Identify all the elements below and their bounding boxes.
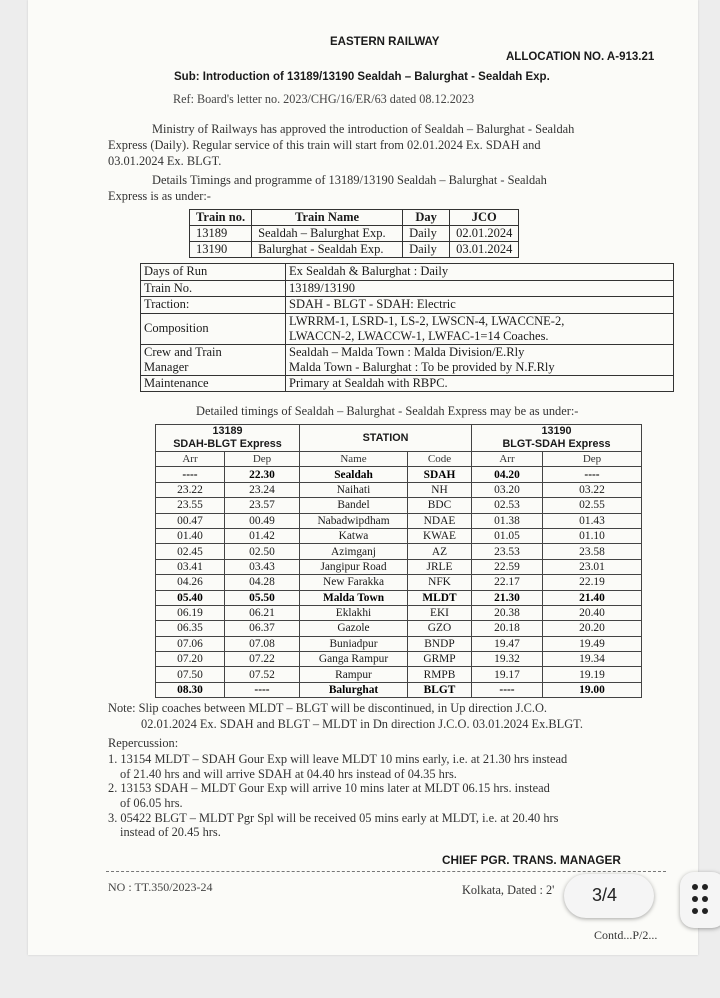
down-arrival: 19.47 <box>472 636 543 651</box>
station-code: JRLE <box>408 559 472 574</box>
station-code: GRMP <box>408 652 472 667</box>
timing-row <box>156 559 642 574</box>
station-name: Bandel <box>300 498 408 513</box>
composition-line1: LWRRM-1, LSRD-1, LS-2, LWSCN-4, LWACCNE-2, <box>289 313 565 328</box>
column-header: Day <box>403 210 450 226</box>
station-name: Rampur <box>300 667 408 682</box>
station-code: NFK <box>408 575 472 590</box>
detail-value: SDAH - BLGT - SDAH: Electric <box>286 297 674 314</box>
table-header-row <box>190 210 519 226</box>
up-arrival: 06.19 <box>156 605 225 620</box>
up-arrival: 00.47 <box>156 513 225 528</box>
down-arrival: 19.17 <box>472 667 543 682</box>
station-code: KWAE <box>408 528 472 543</box>
station-name: Malda Town <box>300 590 408 605</box>
down-departure: 01.43 <box>543 513 642 528</box>
train-summary-table <box>189 209 519 258</box>
down-arrival: 23.53 <box>472 544 543 559</box>
down-departure: 19.49 <box>543 636 642 651</box>
reference-number: NO : TT.350/2023-24 <box>108 880 213 894</box>
org-heading: EASTERN RAILWAY <box>330 36 440 48</box>
down-departure: 20.20 <box>543 621 642 636</box>
crew-label-line1: Crew and Train <box>144 344 222 359</box>
station-code: NH <box>408 482 472 497</box>
timing-row <box>156 636 642 651</box>
continued-marker: Contd...P/2... <box>594 928 658 942</box>
down-arrival: 20.38 <box>472 605 543 620</box>
down-arrival: 01.38 <box>472 513 543 528</box>
down-departure: 19.34 <box>543 652 642 667</box>
details-paragraph-line2: Express is as under:- <box>108 189 211 203</box>
up-departure: 06.37 <box>225 621 300 636</box>
column-header: Name <box>300 452 408 467</box>
up-arrival: 04.26 <box>156 575 225 590</box>
timings-subheader-row <box>156 452 642 467</box>
crew-line1: Sealdah – Malda Town : Malda Division/E.Rly <box>289 344 525 359</box>
note-line1: Note: Slip coaches between MLDT – BLGT will be discontinued, in Up direction J.C.O. <box>108 701 547 715</box>
crew-line2: Malda Town - Balurghat : To be provided by N.F.Rly <box>289 359 555 374</box>
timings-body <box>156 467 642 698</box>
station-code: AZ <box>408 544 472 559</box>
up-train-header <box>156 425 300 452</box>
timing-row <box>156 482 642 497</box>
crew-label-line2: Manager <box>144 359 189 374</box>
detail-value <box>286 344 674 375</box>
timing-row <box>156 575 642 590</box>
detail-value: Primary at Sealdah with RBPC. <box>286 375 674 392</box>
station-name: Nabadwipdham <box>300 513 408 528</box>
down-departure: 23.01 <box>543 559 642 574</box>
up-departure: 02.50 <box>225 544 300 559</box>
station-name: New Farakka <box>300 575 408 590</box>
train-jco: 02.01.2024 <box>450 226 519 242</box>
timing-row <box>156 528 642 543</box>
timing-row <box>156 605 642 620</box>
up-departure: 23.24 <box>225 482 300 497</box>
up-departure: 05.50 <box>225 590 300 605</box>
up-arrival: 06.35 <box>156 621 225 636</box>
up-departure: 07.08 <box>225 636 300 651</box>
train-jco: 03.01.2024 <box>450 242 519 258</box>
timings-header-row <box>156 425 642 452</box>
train-number: 13189 <box>190 226 252 242</box>
up-departure: ---- <box>225 682 300 697</box>
down-arrival: ---- <box>472 682 543 697</box>
train-day: Daily <box>403 226 450 242</box>
station-name: Gazole <box>300 621 408 636</box>
table-row <box>141 313 674 344</box>
page-indicator-text: 3/4 <box>592 885 618 905</box>
column-header: Dep <box>543 452 642 467</box>
detail-label: Traction: <box>141 297 286 314</box>
down-departure: 20.40 <box>543 605 642 620</box>
reference-line: Ref: Board's letter no. 2023/CHG/16/ER/63 dated 08.12.2023 <box>173 92 475 106</box>
intro-paragraph-line3: 03.01.2024 Ex. BLGT. <box>108 154 222 168</box>
signatory-title: CHIEF PGR. TRANS. MANAGER <box>442 853 621 867</box>
station-name: Buniadpur <box>300 636 408 651</box>
allocation-number: ALLOCATION NO. A-913.21 <box>506 51 655 63</box>
down-train-number: 13190 <box>541 425 572 437</box>
intro-paragraph-line1: Ministry of Railways has approved the introduction of Sealdah – Balurghat - Sealdah <box>152 122 575 136</box>
station-name: Sealdah <box>300 467 408 482</box>
up-departure: 06.21 <box>225 605 300 620</box>
up-train-number: 13189 <box>212 425 243 437</box>
down-train-header <box>472 425 642 452</box>
place-and-date: Kolkata, Dated : 2' <box>462 883 555 897</box>
composition-line2: LWACCN-2, LWACCW-1, LWFAC-1=14 Coaches. <box>289 328 549 343</box>
down-arrival: 02.53 <box>472 498 543 513</box>
timing-row <box>156 667 642 682</box>
up-departure: 07.52 <box>225 667 300 682</box>
down-departure: 23.58 <box>543 544 642 559</box>
station-code: GZO <box>408 621 472 636</box>
station-code: SDAH <box>408 467 472 482</box>
station-name: Eklakhi <box>300 605 408 620</box>
down-departure: 02.55 <box>543 498 642 513</box>
down-arrival: 22.17 <box>472 575 543 590</box>
up-departure: 22.30 <box>225 467 300 482</box>
up-departure: 04.28 <box>225 575 300 590</box>
repercussion-item1-line2: of 21.40 hrs and will arrive SDAH at 04.40 hrs instead of 04.35 hrs. <box>120 767 457 781</box>
column-header: Code <box>408 452 472 467</box>
down-arrival: 20.18 <box>472 621 543 636</box>
down-departure: 19.00 <box>543 682 642 697</box>
column-header: Train no. <box>190 210 252 226</box>
up-arrival: 08.30 <box>156 682 225 697</box>
up-departure: 07.22 <box>225 652 300 667</box>
timing-row <box>156 544 642 559</box>
detail-label: Composition <box>141 313 286 344</box>
repercussion-item1-line1: 1. 13154 MLDT – SDAH Gour Exp will leave MLDT 10 mins early, i.e. at 21.30 hrs instead <box>108 752 568 766</box>
up-arrival: 02.45 <box>156 544 225 559</box>
table-row <box>141 264 674 281</box>
train-details-table <box>140 263 674 392</box>
train-name: Balurghat - Sealdah Exp. <box>252 242 403 258</box>
up-departure: 00.49 <box>225 513 300 528</box>
station-name: Katwa <box>300 528 408 543</box>
timing-row <box>156 513 642 528</box>
down-arrival: 01.05 <box>472 528 543 543</box>
column-header: JCO <box>450 210 519 226</box>
table-row <box>141 375 674 392</box>
timing-row <box>156 652 642 667</box>
station-name: Ganga Rampur <box>300 652 408 667</box>
up-arrival: 23.55 <box>156 498 225 513</box>
intro-paragraph-line2: Express (Daily). Regular service of this train will start from 02.01.2024 Ex. SDAH and <box>108 138 541 152</box>
up-arrival: 07.20 <box>156 652 225 667</box>
subject-line: Sub: Introduction of 13189/13190 Sealdah – Balurghat - Sealdah Exp. <box>174 71 550 83</box>
table-row <box>141 297 674 314</box>
page-indicator[interactable] <box>564 874 654 918</box>
table-row <box>190 242 519 258</box>
up-arrival: 01.40 <box>156 528 225 543</box>
document-page <box>28 0 698 955</box>
detail-label <box>141 344 286 375</box>
detail-label: Maintenance <box>141 375 286 392</box>
up-departure: 03.43 <box>225 559 300 574</box>
timing-row <box>156 621 642 636</box>
up-departure: 01.42 <box>225 528 300 543</box>
down-departure: 01.10 <box>543 528 642 543</box>
up-arrival: 03.41 <box>156 559 225 574</box>
column-header: Dep <box>225 452 300 467</box>
column-header: Arr <box>472 452 543 467</box>
train-number: 13190 <box>190 242 252 258</box>
up-arrival: 07.50 <box>156 667 225 682</box>
down-arrival: 03.20 <box>472 482 543 497</box>
detail-value <box>286 313 674 344</box>
table-row <box>141 280 674 297</box>
down-departure: 19.19 <box>543 667 642 682</box>
station-header: STATION <box>300 425 472 452</box>
down-departure: 03.22 <box>543 482 642 497</box>
down-arrival: 22.59 <box>472 559 543 574</box>
table-row <box>141 344 674 375</box>
table-row <box>190 226 519 242</box>
detail-value: 13189/13190 <box>286 280 674 297</box>
down-train-name: BLGT-SDAH Express <box>502 438 611 450</box>
repercussion-title: Repercussion: <box>108 736 179 750</box>
timings-table <box>155 424 642 698</box>
column-header: Arr <box>156 452 225 467</box>
station-code: BLGT <box>408 682 472 697</box>
train-name: Sealdah – Balurghat Exp. <box>252 226 403 242</box>
station-name: Balurghat <box>300 682 408 697</box>
timing-row <box>156 467 642 482</box>
station-name: Naihati <box>300 482 408 497</box>
up-arrival: ---- <box>156 467 225 482</box>
timings-intro: Detailed timings of Sealdah – Balurghat - Sealdah Express may be as under:- <box>196 404 579 418</box>
down-arrival: 19.32 <box>472 652 543 667</box>
station-code: EKI <box>408 605 472 620</box>
station-code: BDC <box>408 498 472 513</box>
down-departure: 21.40 <box>543 590 642 605</box>
up-arrival: 05.40 <box>156 590 225 605</box>
down-arrival: 21.30 <box>472 590 543 605</box>
repercussion-item2-line2: of 06.05 hrs. <box>120 796 183 810</box>
repercussion-item3-line1: 3. 05422 BLGT – MLDT Pgr Spl will be received 05 mins early at MLDT, i.e. at 20.40 hrs <box>108 811 559 825</box>
station-code: BNDP <box>408 636 472 651</box>
train-day: Daily <box>403 242 450 258</box>
up-arrival: 23.22 <box>156 482 225 497</box>
station-code: RMPB <box>408 667 472 682</box>
timing-row <box>156 498 642 513</box>
station-code: NDAE <box>408 513 472 528</box>
up-departure: 23.57 <box>225 498 300 513</box>
repercussion-item2-line1: 2. 13153 SDAH – MLDT Gour Exp will arrive 10 mins later at MLDT 06.15 hrs. instead <box>108 781 550 795</box>
column-header: Train Name <box>252 210 403 226</box>
station-code: MLDT <box>408 590 472 605</box>
details-paragraph-line1: Details Timings and programme of 13189/13190 Sealdah – Balurghat - Sealdah <box>152 173 547 187</box>
down-arrival: 04.20 <box>472 467 543 482</box>
timing-row <box>156 590 642 605</box>
detail-value: Ex Sealdah & Balurghat : Daily <box>286 264 674 281</box>
up-arrival: 07.06 <box>156 636 225 651</box>
down-departure: ---- <box>543 467 642 482</box>
detail-label: Days of Run <box>141 264 286 281</box>
detail-label: Train No. <box>141 280 286 297</box>
footer-divider <box>106 871 666 872</box>
repercussion-item3-line2: instead of 20.45 hrs. <box>120 825 221 839</box>
note-line2: 02.01.2024 Ex. SDAH and BLGT – MLDT in Dn direction J.C.O. 03.01.2024 Ex.BLGT. <box>141 717 583 731</box>
down-departure: 22.19 <box>543 575 642 590</box>
timing-row <box>156 682 642 697</box>
station-name: Azimganj <box>300 544 408 559</box>
up-train-name: SDAH-BLGT Express <box>173 438 282 450</box>
grid-dots-icon[interactable] <box>680 872 720 928</box>
station-name: Jangipur Road <box>300 559 408 574</box>
